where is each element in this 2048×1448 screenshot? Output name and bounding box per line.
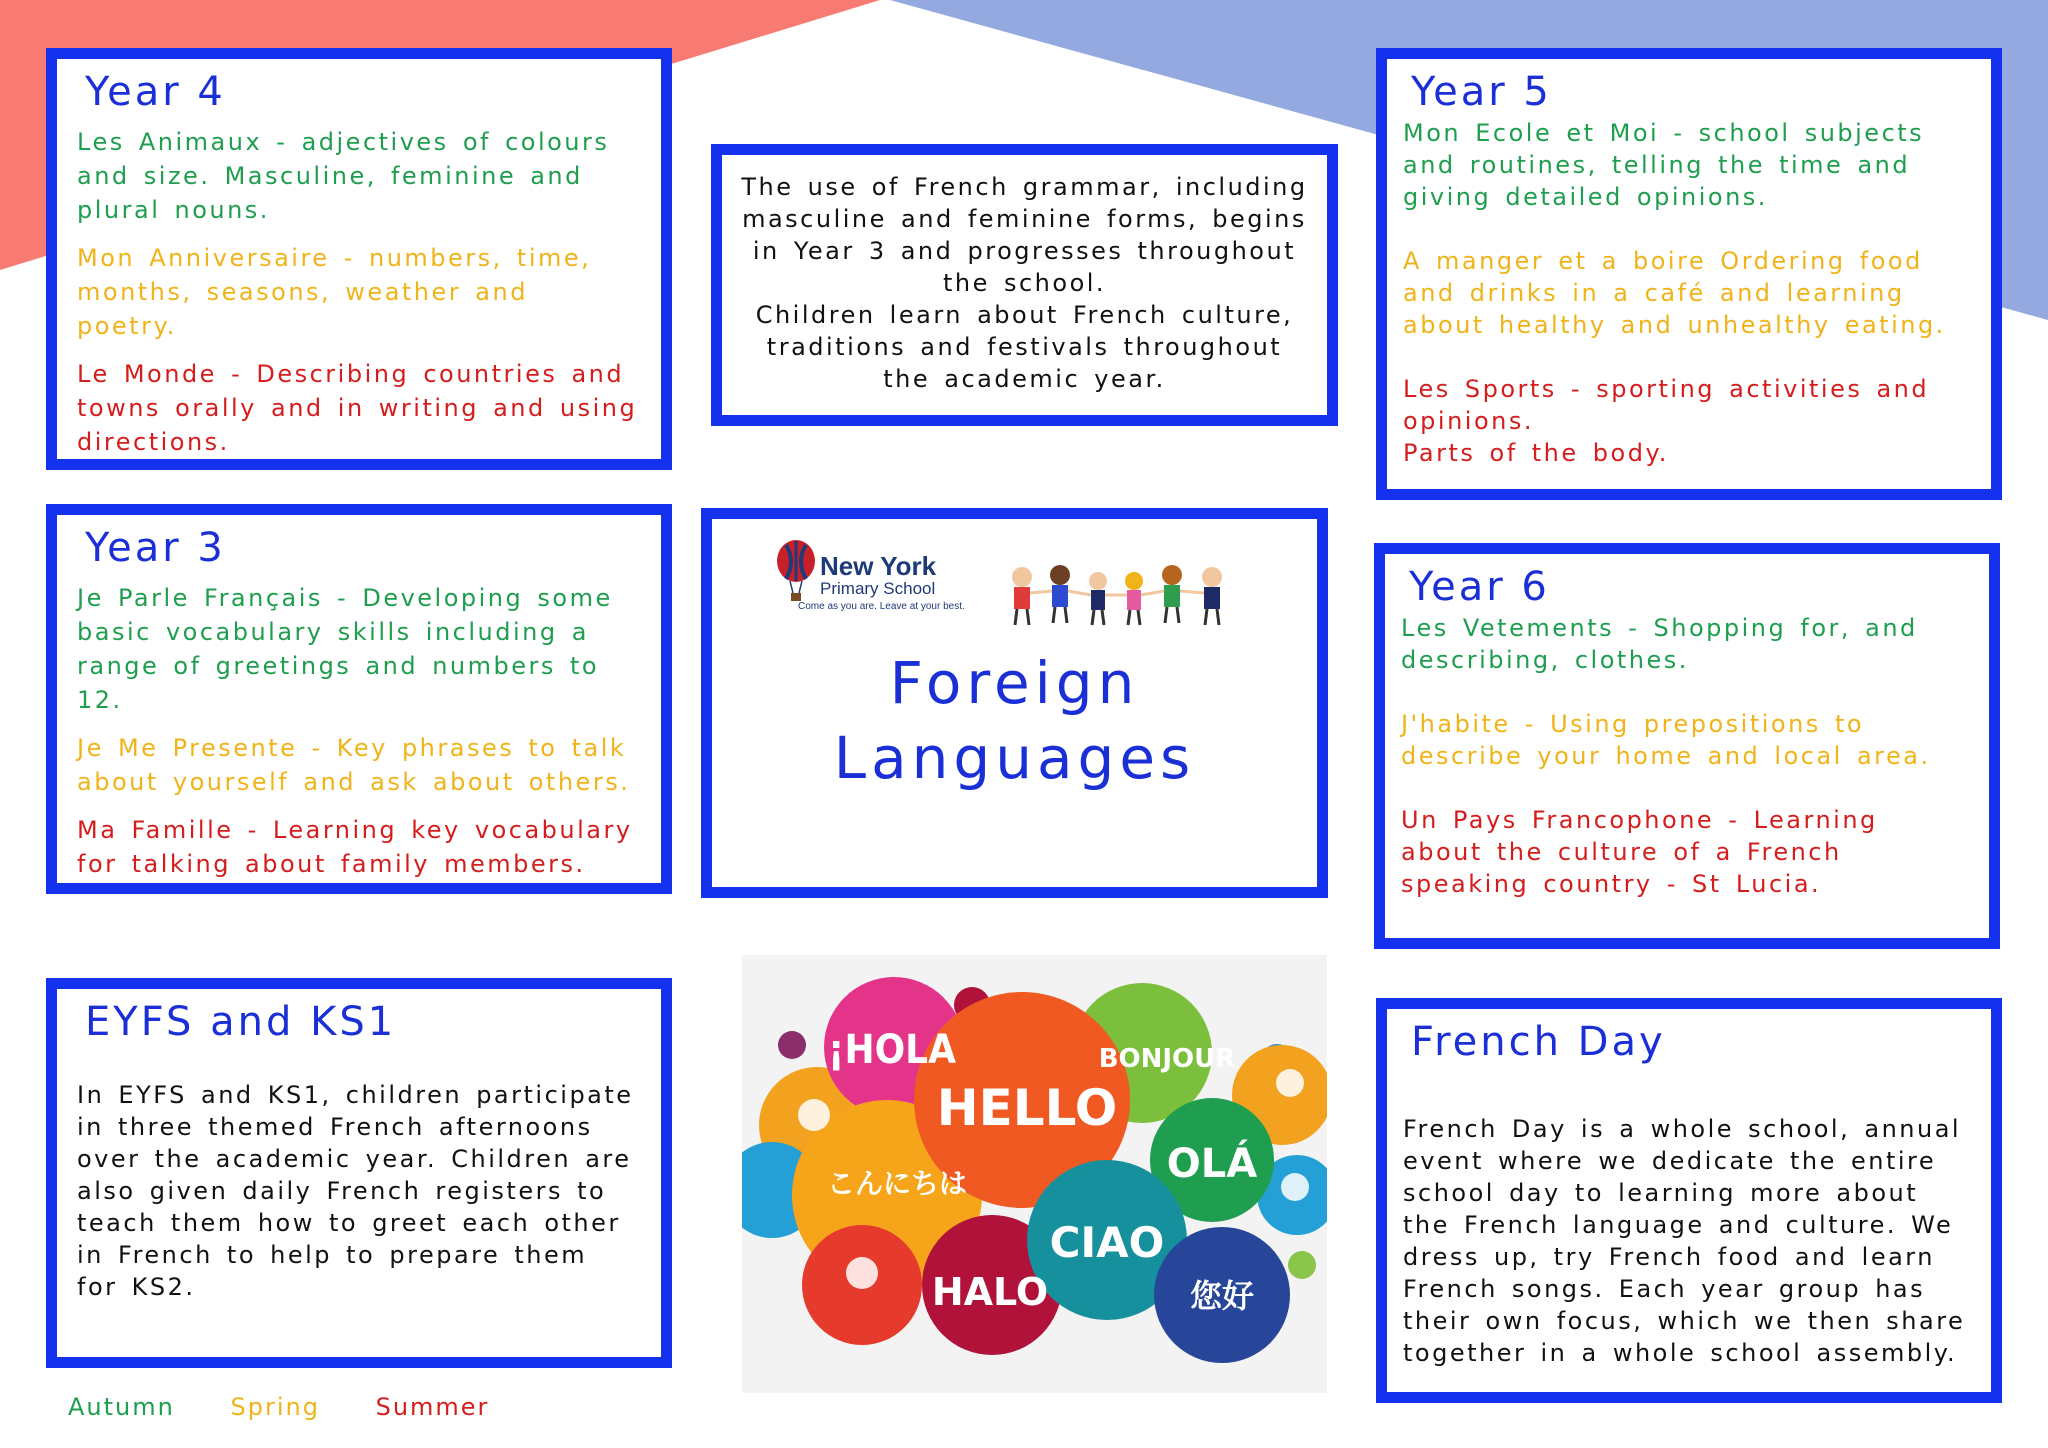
greeting-ciao: CIAO (1049, 1218, 1165, 1267)
greeting-hola: ¡HOLA (828, 1027, 956, 1073)
speech-bubbles-graphic (742, 955, 1327, 1393)
year-5-title: Year 5 (1411, 69, 1552, 115)
year-5-summer-text: Les Sports - sporting activities and opinions. (1403, 375, 1930, 435)
greeting-bonjour: BONJOUR (1098, 1044, 1236, 1074)
legend-summer: Summer (375, 1393, 490, 1421)
greeting-hello: HELLO (936, 1079, 1118, 1137)
year-4-autumn-text: Les Animaux - adjectives of colours and size. Masculine, feminine and plural nouns. (77, 128, 610, 224)
year-5-box (1376, 48, 2002, 500)
french-day-box (1376, 998, 2002, 1403)
year-4-summer-text: Le Monde - Describing countries and towns orally and in writing and using directions. (77, 360, 638, 456)
year-5-autumn-text: Mon Ecole et Moi - school subjects and routines, telling the time and giving detailed opinions. (1403, 119, 1925, 211)
year-6-spring-text: J'habite - Using prepositions to describe your home and local area. (1401, 710, 1931, 770)
year-4-title: Year 4 (85, 69, 226, 115)
greeting-ola: OLÁ (1166, 1141, 1258, 1187)
school-logo (774, 539, 974, 619)
french-day-body: French Day is a whole school, annual event where we dedicate the entire school day to learning more about the French language and culture. We dress up, try French food and learn French songs. Each year group has their own focus, which we then share together in a whole school assembly. (1403, 1115, 1966, 1367)
year-3-title: Year 3 (85, 525, 226, 571)
legend-spring: Spring (230, 1393, 320, 1421)
year-5-spring-text: A manger et a boire Ordering food and drinks in a café and learning about healthy and unhealthy eating. (1403, 247, 1946, 339)
year-6-summer-text: Un Pays Francophone - Learning about the culture of a French speaking country - St Lucia. (1401, 806, 1878, 898)
intro-box (711, 144, 1338, 426)
school-logo-name: New York (820, 551, 937, 581)
year-3-autumn-text: Je Parle Français - Developing some basic vocabulary skills including a range of greetings and numbers to 12. (77, 584, 613, 714)
intro-culture-text: Children learn about French culture, traditions and festivals throughout the academic year. (755, 301, 1294, 393)
eyfs-ks1-body: In EYFS and KS1, children participate in three themed French afternoons over the academic year. Children are also given daily French registers to teach them how to greet each other in French to help to prepare them for KS2. (77, 1081, 634, 1301)
french-day-title: French Day (1411, 1019, 1666, 1065)
year-3-spring-text: Je Me Presente - Key phrases to talk about yourself and ask about others. (77, 734, 631, 796)
hot-air-balloon-icon (774, 539, 818, 603)
greetings-speech-bubbles-image (742, 955, 1327, 1393)
greeting-konnichiwa: こんにちは (826, 1167, 968, 1200)
year-3-box (46, 504, 672, 894)
year-3-summer-text: Ma Famille - Learning key vocabulary for talking about family members. (77, 816, 633, 878)
intro-grammar-text: The use of French grammar, including masculine and feminine forms, begins in Year 3 and progresses throughout the school. (741, 173, 1308, 297)
greeting-halo: HALO (931, 1270, 1049, 1314)
eyfs-ks1-box (46, 978, 672, 1368)
school-logo-tagline: Come as you are. Leave at your best. (798, 601, 965, 612)
foreign-languages-box (701, 508, 1328, 898)
eyfs-ks1-title: EYFS and KS1 (85, 999, 397, 1045)
year-6-box (1374, 543, 2000, 949)
foreign-languages-title-line1: Foreign (889, 649, 1140, 717)
year-4-box (46, 48, 672, 470)
foreign-languages-title-line2: Languages (833, 724, 1196, 792)
year-5-summer-extra-text: Parts of the body. (1403, 439, 1669, 467)
term-colour-legend (68, 1393, 535, 1421)
year-4-spring-text: Mon Anniversaire - numbers, time, months, seasons, weather and poetry. (77, 244, 592, 340)
legend-autumn: Autumn (68, 1393, 175, 1421)
school-logo-subtitle: Primary School (820, 579, 936, 598)
year-6-title: Year 6 (1409, 564, 1550, 610)
year-6-autumn-text: Les Vetements - Shopping for, and describing, clothes. (1401, 614, 1918, 674)
greeting-nihao: 您好 (1189, 1277, 1255, 1315)
children-holding-hands-illustration (1002, 561, 1242, 631)
